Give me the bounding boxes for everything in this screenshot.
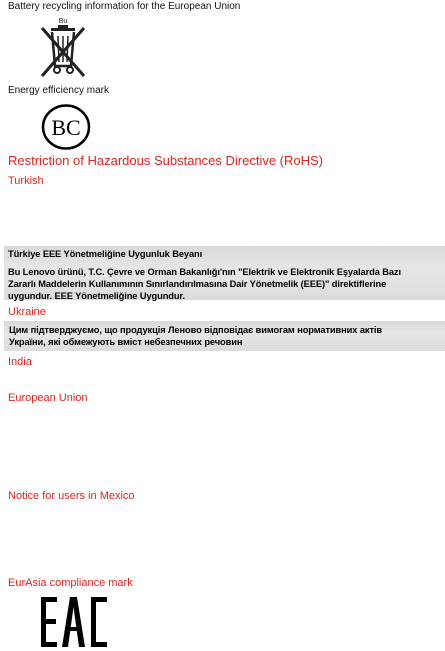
eac-mark-icon <box>41 597 107 647</box>
ukraine-declaration-image <box>4 321 445 351</box>
india-heading: India <box>8 356 32 368</box>
eu-heading: European Union <box>8 392 88 404</box>
turkish-line: Zararlı Maddelerin Kullanımının Sınırlandırılmasına Dair Yönetmelik (EEE)" direktiflerine <box>8 279 387 289</box>
bin-icon-text: Bu <box>58 18 68 25</box>
turkish-heading: Turkish <box>8 175 44 187</box>
ukraine-line: України, які обмежують вміст небезпечних речовин <box>9 337 243 347</box>
rohs-heading: Restriction of Hazardous Substances Directive (RoHS) <box>8 153 324 168</box>
ukraine-heading: Ukraine <box>8 306 46 318</box>
bc-mark-text: BC <box>51 115 81 140</box>
ukraine-line: Цим підтверджуємо, що продукція Леново відповідає вимогам нормативних актів <box>9 325 383 335</box>
turkish-line: Bu Lenovo ürünü, T.C. Çevre ve Orman Bakanlığı'nın "Elektrik ve Elektronik Eşyalarda Bazı <box>8 267 401 277</box>
turkish-title: Türkiye EEE Yönetmeliğine Uygunluk Beyanı <box>8 249 203 259</box>
crossed-out-wheeled-bin-icon <box>36 14 90 80</box>
mexico-heading: Notice for users in Mexico <box>8 490 135 502</box>
eurasia-heading: EurAsia compliance mark <box>8 577 133 589</box>
turkish-declaration-image <box>4 246 445 300</box>
battery-heading: Battery recycling information for the European Union <box>8 1 241 12</box>
bc-circle-mark-icon <box>41 104 91 150</box>
turkish-line: uygundur. EEE Yönetmeliğine Uygundur. <box>8 291 185 301</box>
energy-heading: Energy efficiency mark <box>8 85 109 96</box>
